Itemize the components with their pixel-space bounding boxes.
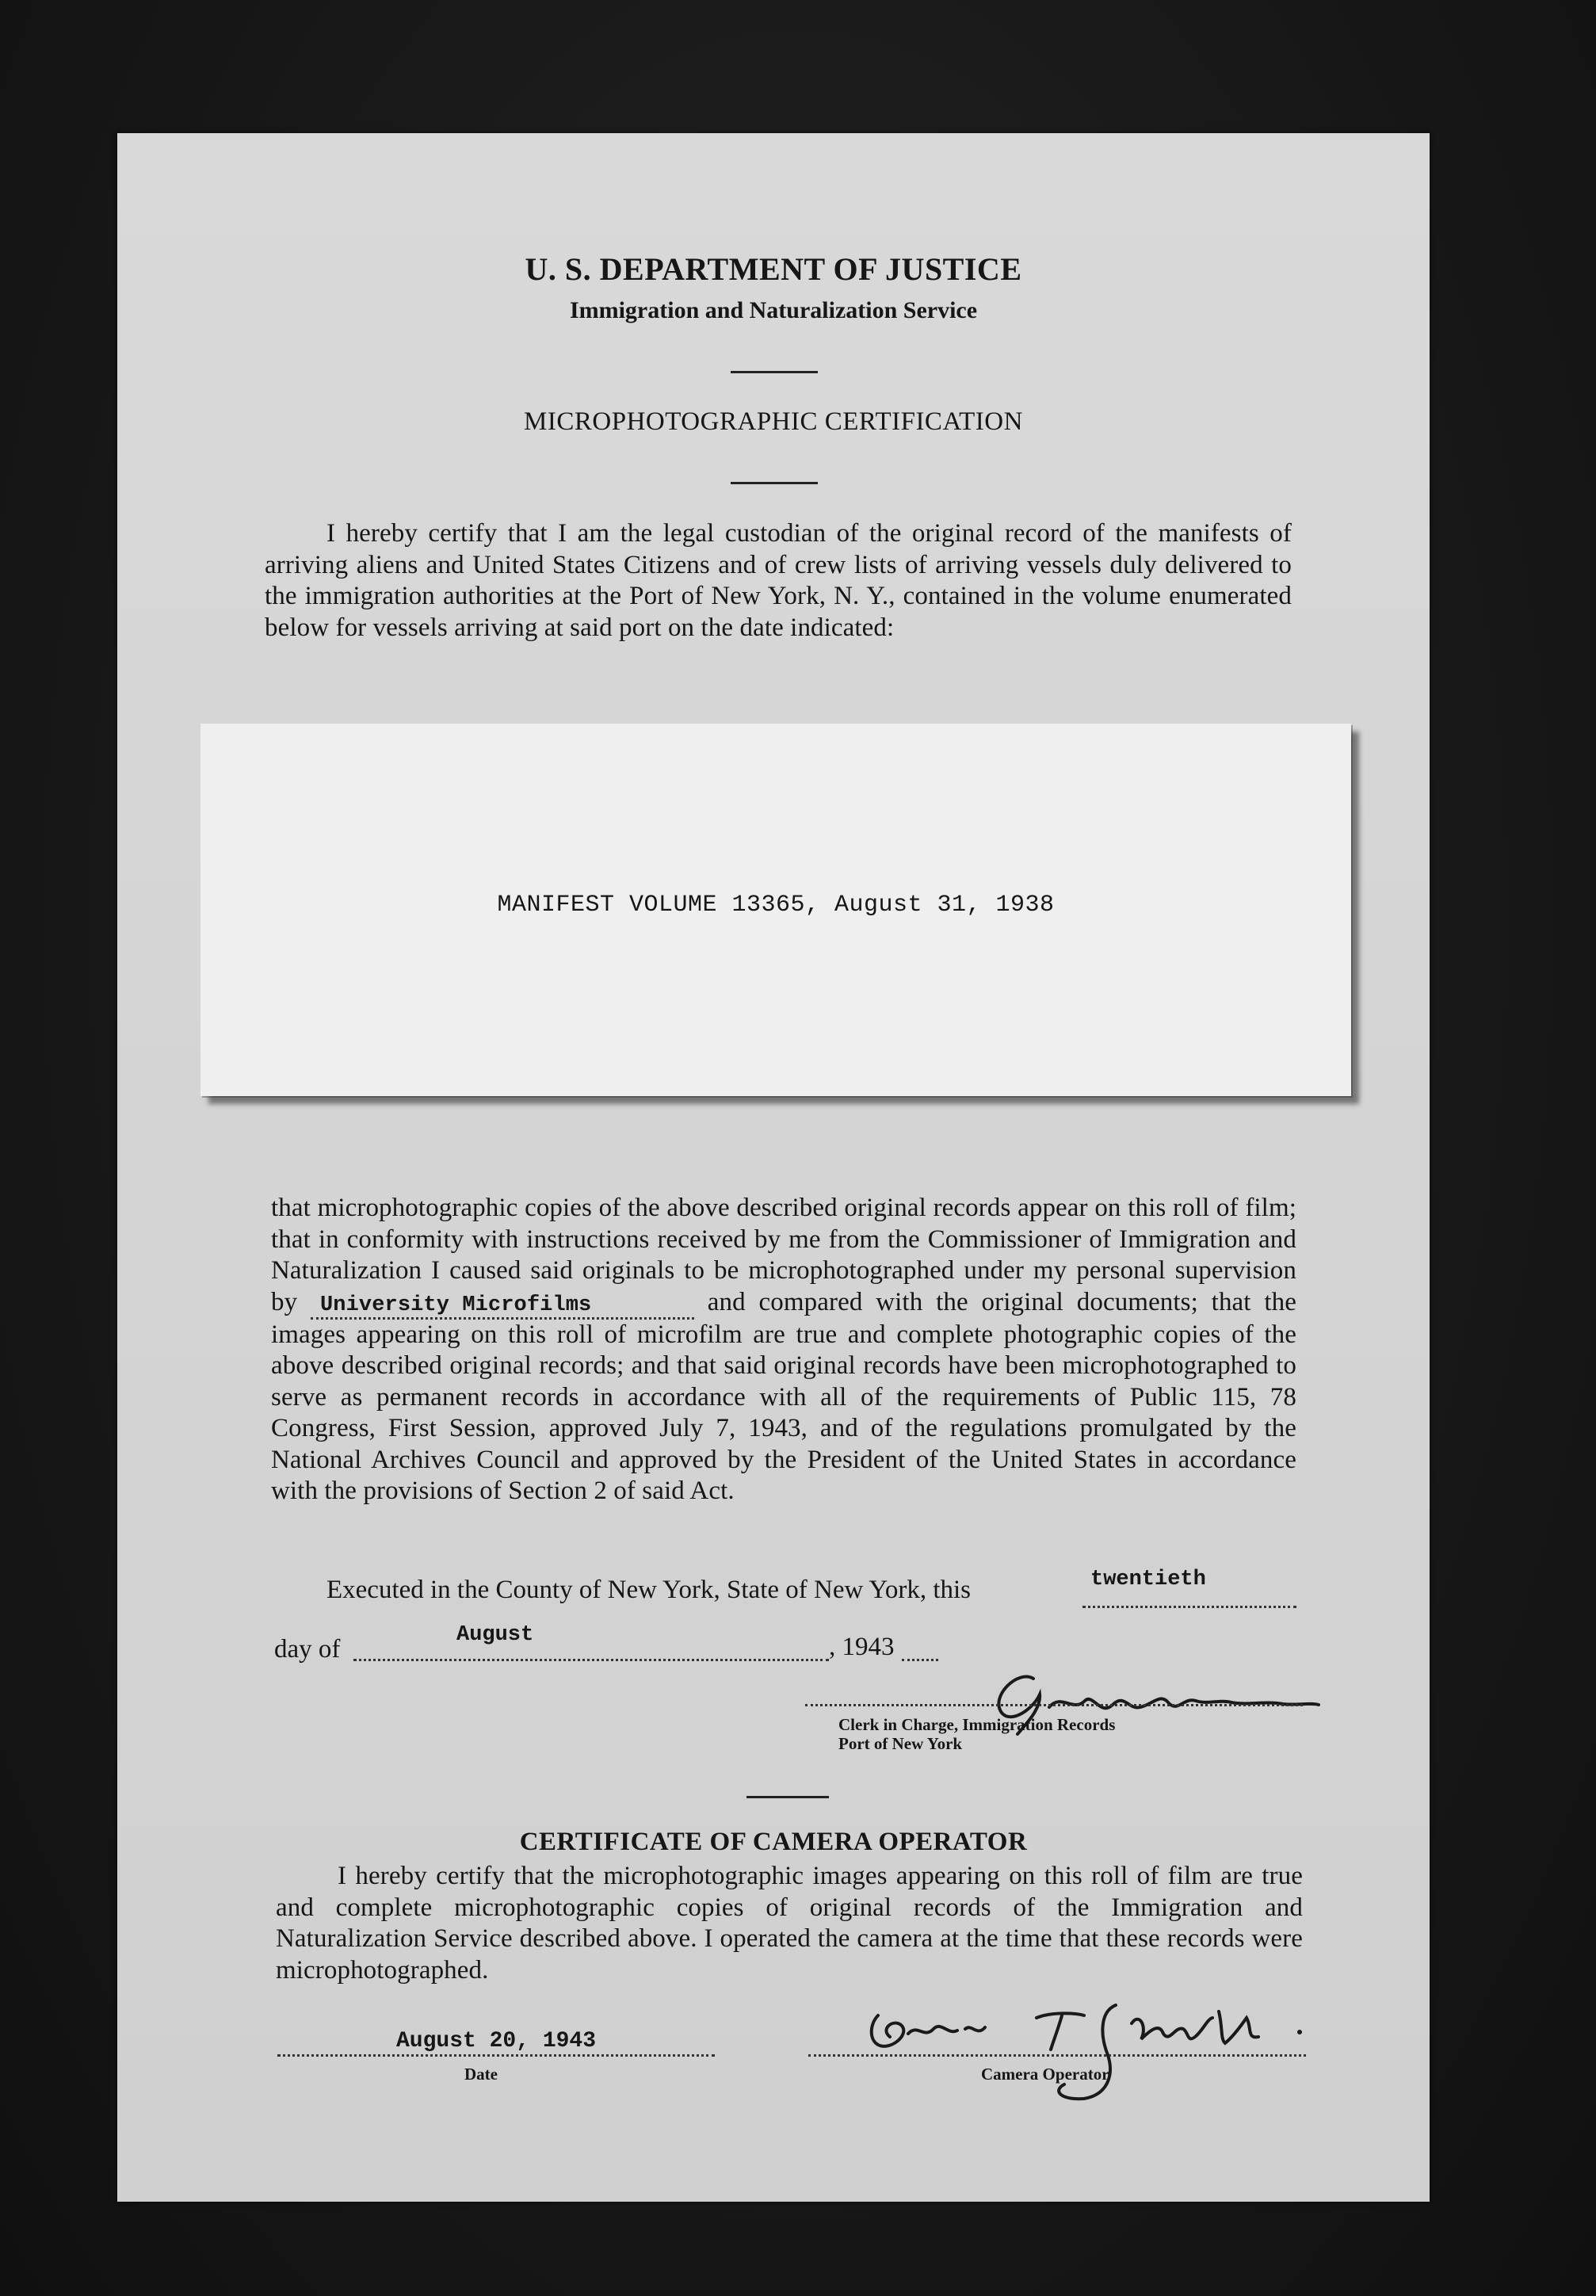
camera-operator-statement: I hereby certify that the microphotographic images appearing on this roll of film are true and complete microphotographic copies of original records of the Immigration and Naturalization Service described above. I operated the camera at the time that these records were microphotographed.	[276, 1862, 1303, 1985]
day-ordinal-value: twentieth	[1090, 1568, 1206, 1591]
year-text: 1943	[842, 1633, 895, 1661]
day-of-label: day of	[274, 1635, 341, 1664]
filmer-name: University Microfilms	[311, 1293, 694, 1320]
section-divider	[746, 1796, 829, 1798]
date-label: Date	[464, 2065, 498, 2084]
manifest-card	[200, 724, 1351, 1096]
year-value: , 1943	[829, 1633, 895, 1661]
title-divider	[731, 482, 818, 484]
camera-operator-signature	[846, 1980, 1354, 2115]
clerk-title-line2: Port of New York	[838, 1734, 963, 1753]
copies-statement	[271, 1193, 1296, 1507]
executed-prefix: Executed in the County of New York, State of New York, this	[326, 1576, 972, 1604]
date-line	[277, 2054, 715, 2057]
manifest-volume-text: MANIFEST VOLUME 13365, August 31, 1938	[497, 892, 1055, 919]
clerk-title-line1: Clerk in Charge, Immigration Records	[838, 1715, 1116, 1734]
service-subheading: Immigration and Naturalization Service	[569, 297, 978, 323]
form-title: MICROPHOTOGRAPHIC CERTIFICATION	[524, 407, 1023, 436]
camera-operator-title: CERTIFICATE OF CAMERA OPERATOR	[519, 1828, 1028, 1856]
camera-operator-signature-line	[808, 2054, 1306, 2057]
certificate-page	[117, 133, 1430, 2202]
copies-statement-part1: that microphotographic copies of the above described original records appear on this roll of film; that in conformity with instructions received by me from the Commissioner of Immigration and Naturalization I caused said originals to be microphotographed under my personal supervision by	[271, 1194, 1296, 1316]
month-line	[353, 1659, 829, 1661]
copies-statement-part2: and compared with the original documents; that the images appearing on this roll of microfilm are true and complete photographic copies of the above described original records; and that said original records have been microphotographed to serve as permanent records in accordance with all of the requirements of Public 115, 78 Congress, First Session, approved July 7, 1943, and of the regulations promulgated by the National Archives Council and approved by the President of the United States in accordance with the provisions of Section 2 of said Act.	[271, 1287, 1296, 1505]
clerk-signature-line	[805, 1704, 1303, 1706]
department-heading: U. S. DEPARTMENT OF JUSTICE	[525, 251, 1022, 287]
header-divider	[731, 371, 818, 373]
month-value: August	[456, 1623, 534, 1647]
camera-operator-label: Camera Operator	[981, 2065, 1109, 2084]
day-ordinal-line	[1082, 1606, 1296, 1608]
custodian-statement: I hereby certify that I am the legal custodian of the original record of the manifests of arriving aliens and United States Citizens and of crew lists of arriving vessels duly delivered to the immigration authorities at the Port of New York, N. Y., contained in the volume enumerated below for vessels arriving at said port on the date indicated:	[265, 519, 1292, 642]
certification-date-value: August 20, 1943	[396, 2029, 597, 2053]
clerk-signature	[922, 1661, 1422, 1764]
